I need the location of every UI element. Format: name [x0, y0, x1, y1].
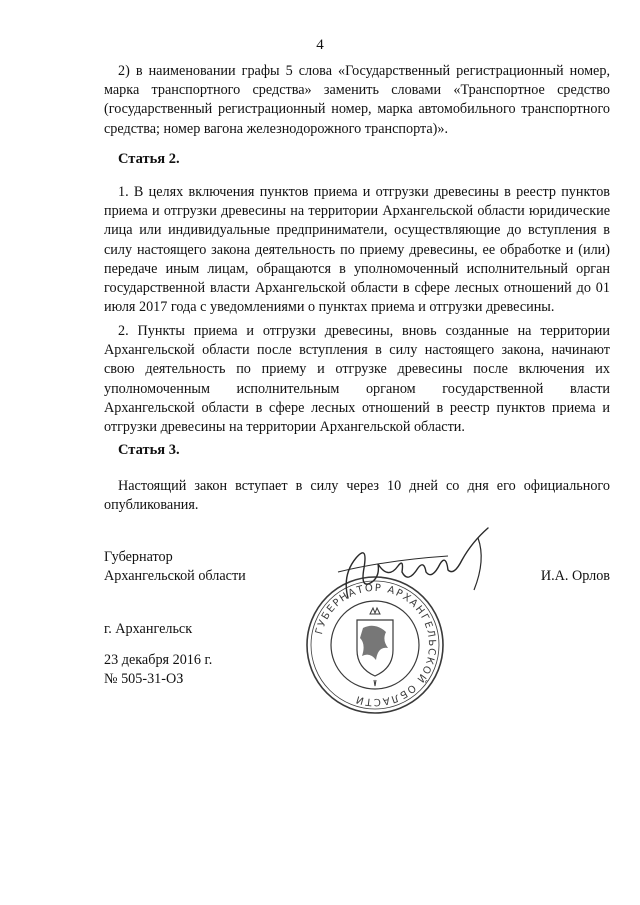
city: г. Архангельск — [104, 621, 193, 637]
svg-text:ГУБЕРНАТОР АРХАНГЕЛЬСКОЙ ОБЛАС: ГУБЕРНАТОР АРХАНГЕЛЬСКОЙ ОБЛАСТИ — [314, 582, 438, 708]
signing-date: 23 декабря 2016 г. — [104, 652, 213, 668]
signatory-title-line-2: Архангельской области — [104, 568, 246, 584]
handwritten-signature — [328, 520, 508, 610]
signatory-title — [104, 548, 246, 586]
article-2-heading: Статья 2. — [118, 151, 180, 167]
paragraph-intro: 2) в наименовании графы 5 слова «Государственный регистрационный номер, марка транспортного средства» заменить словами «Транспортное средство (государственный регистрационный номер, марка автомобильного транспортного средства; номер вагона железнодорожного транспорта)». — [104, 63, 610, 137]
article-3-paragraph: Настоящий закон вступает в силу через 10 дней со дня его официального опубликования. — [104, 478, 610, 514]
signatory-title-line-1: Губернатор — [104, 549, 173, 565]
article-3-heading: Статья 3. — [118, 442, 180, 458]
date-block — [104, 651, 212, 689]
article-2-paragraph-2: 2. Пункты приема и отгрузки древесины, вновь созданные на территории Архангельской области после вступления в силу настоящего закона, начинают свою деятельность по приему и отгрузке древесины после включения их уполномоченным исполнительным органом государственной власти Архангельской области в сфере лесных отношений в реестр пунктов приема и отгрузки древесины на территории Архангельской области. — [104, 323, 610, 436]
article-2-paragraph-1: 1. В целях включения пунктов приема и отгрузки древесины в реестр пунктов приема и отгрузки древесины на территории Архангельской области юридические лица или индивидуальные предприниматели, осуществляющие до вступления в силу настоящего закона деятельность по приему древесины, ее обработке и (или) передаче иным лицам, обращаются в уполномоченный исполнительный орган государственной власти Архангельской области в сфере лесных отношений до 01 июля 2017 года с уведомлениями о пунктах приема и отгрузки древесины. — [104, 184, 610, 316]
law-number: № 505-31-ОЗ — [104, 671, 184, 687]
signatory-name: И.А. Орлов — [540, 568, 610, 584]
page-number: 4 — [316, 37, 324, 53]
